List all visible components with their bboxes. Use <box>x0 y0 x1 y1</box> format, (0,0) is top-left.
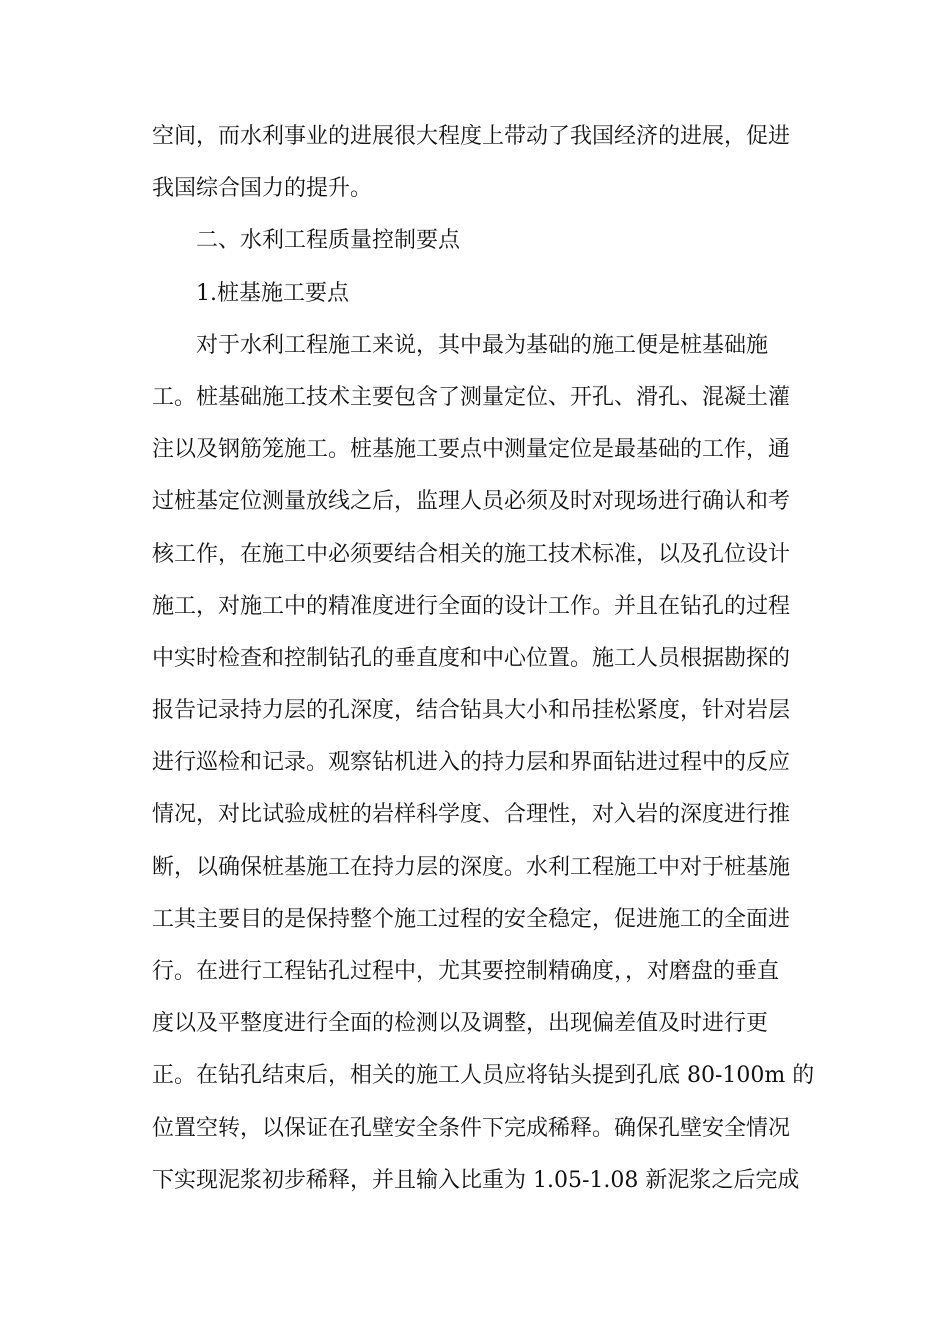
text-line: 核工作，在施工中必须要结合相关的施工技术标准，以及孔位设计 <box>152 541 791 567</box>
text-line: 下实现泥浆初步稀释，并且输入比重为 1.05-1.08 新泥浆之后完成 <box>152 1167 800 1193</box>
text-line: 工。桩基础施工技术主要包含了测量定位、开孔、滑孔、混凝土灌 <box>152 384 791 410</box>
text-line: 断，以确保桩基施工在持力层的深度。水利工程施工中对于桩基施 <box>152 854 791 880</box>
text-line: 我国综合国力的提升。 <box>152 176 373 202</box>
body-text <box>152 111 815 1207</box>
text-line: 行。在进行工程钻孔过程中，尤其要控制精确度，，对磨盘的垂直 <box>152 959 780 984</box>
text-line: 施工，对施工中的精准度进行全面的设计工作。并且在钻孔的过程 <box>152 593 791 619</box>
text-line: 空间，而水利事业的进展很大程度上带动了我国经济的进展，促进 <box>152 124 791 149</box>
text-line: 报告记录持力层的孔深度，结合钻具大小和吊挂松紧度，针对岩层 <box>152 698 791 724</box>
text-line: 中实时检查和控制钻孔的垂直度和中心位置。施工人员根据勘探的 <box>152 645 791 671</box>
text-line: 位置空转，以保证在孔壁安全条件下完成稀释。确保孔壁安全情况 <box>152 1115 791 1141</box>
subsection-heading: 1.桩基施工要点 <box>196 280 349 306</box>
paragraph-first-line: 对于水利工程施工来说，其中最为基础的施工便是桩基础施 <box>196 332 769 358</box>
section-heading: 二、水利工程质量控制要点 <box>196 228 461 254</box>
text-line: 进行巡检和记录。观察钻机进入的持力层和界面钻进过程中的反应 <box>152 750 791 776</box>
text-line: 工其主要目的是保持整个施工过程的安全稳定，促进施工的全面进 <box>152 906 791 932</box>
text-line: 正。在钻孔结束后，相关的施工人员应将钻头提到孔底 80-100m 的 <box>152 1063 815 1089</box>
text-line: 情况，对比试验成桩的岩样科学度、合理性，对入岩的深度进行推 <box>152 802 791 828</box>
text-line: 注以及钢筋笼施工。桩基施工要点中测量定位是最基础的工作，通 <box>152 437 791 463</box>
text-line: 度以及平整度进行全面的检测以及调整，出现偏差值及时进行更 <box>152 1011 769 1037</box>
text-line: 过桩基定位测量放线之后，监理人员必须及时对现场进行确认和考 <box>152 489 791 515</box>
